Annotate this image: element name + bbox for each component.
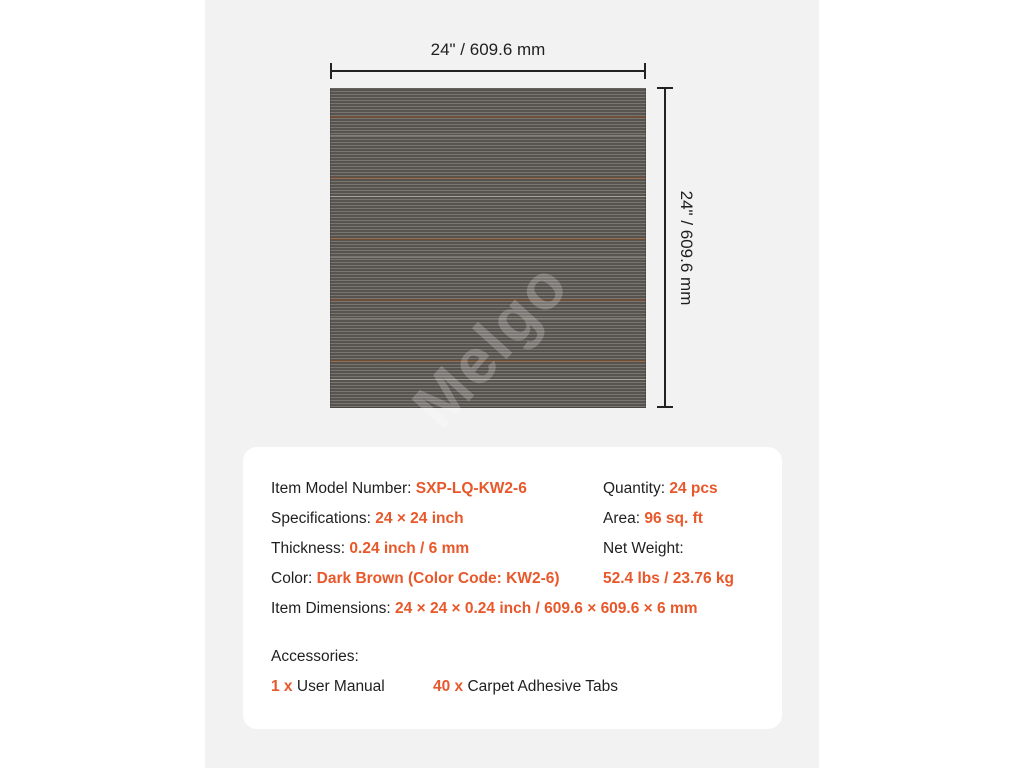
color-value: Dark Brown (Color Code: KW2-6) [316, 570, 560, 587]
quantity-row [603, 480, 718, 498]
quantity-value: 24 pcs [669, 480, 718, 497]
model-number-row [271, 480, 527, 498]
model-number-label: Item Model Number: [271, 480, 412, 497]
height-dimension-label: 24" / 609.6 mm [677, 190, 696, 306]
accessory-item-adhesive-tabs [433, 678, 618, 696]
color-row [271, 570, 560, 588]
model-number-value: SXP-LQ-KW2-6 [415, 480, 527, 497]
net-weight-value-row [603, 570, 734, 588]
width-dimension-label: 24" / 609.6 mm [430, 40, 546, 59]
accessory-item-manual [271, 678, 385, 696]
net-weight-row [603, 540, 684, 558]
height-dimension-line [664, 88, 666, 408]
accessories-title: Accessories: [271, 648, 359, 665]
color-label: Color: [271, 570, 313, 587]
specifications-label: Specifications: [271, 510, 371, 527]
area-value: 96 sq. ft [644, 510, 703, 527]
area-label: Area: [603, 510, 641, 527]
thickness-label: Thickness: [271, 540, 346, 557]
height-tick-bottom [657, 406, 673, 408]
thickness-row [271, 540, 469, 558]
specifications-row [271, 510, 464, 528]
accessory-name: Carpet Adhesive Tabs [467, 678, 618, 695]
area-row [603, 510, 703, 528]
width-dimension-line [331, 70, 645, 72]
net-weight-value: 52.4 lbs / 23.76 kg [603, 570, 734, 587]
net-weight-label: Net Weight: [603, 540, 684, 557]
height-tick-top [657, 87, 673, 89]
width-tick-left [330, 63, 332, 79]
accessory-qty: 40 x [433, 678, 464, 695]
accessory-name: User Manual [296, 678, 385, 695]
thickness-value: 0.24 inch / 6 mm [349, 540, 470, 557]
item-dimensions-row [271, 600, 698, 618]
specifications-value: 24 × 24 inch [375, 510, 464, 527]
quantity-label: Quantity: [603, 480, 666, 497]
accessory-qty: 1 x [271, 678, 293, 695]
item-dimensions-label: Item Dimensions: [271, 600, 391, 617]
item-dimensions-value: 24 × 24 × 0.24 inch / 609.6 × 609.6 × 6 mm [395, 600, 698, 617]
width-tick-right [644, 63, 646, 79]
watermark: Melgo [398, 248, 583, 442]
